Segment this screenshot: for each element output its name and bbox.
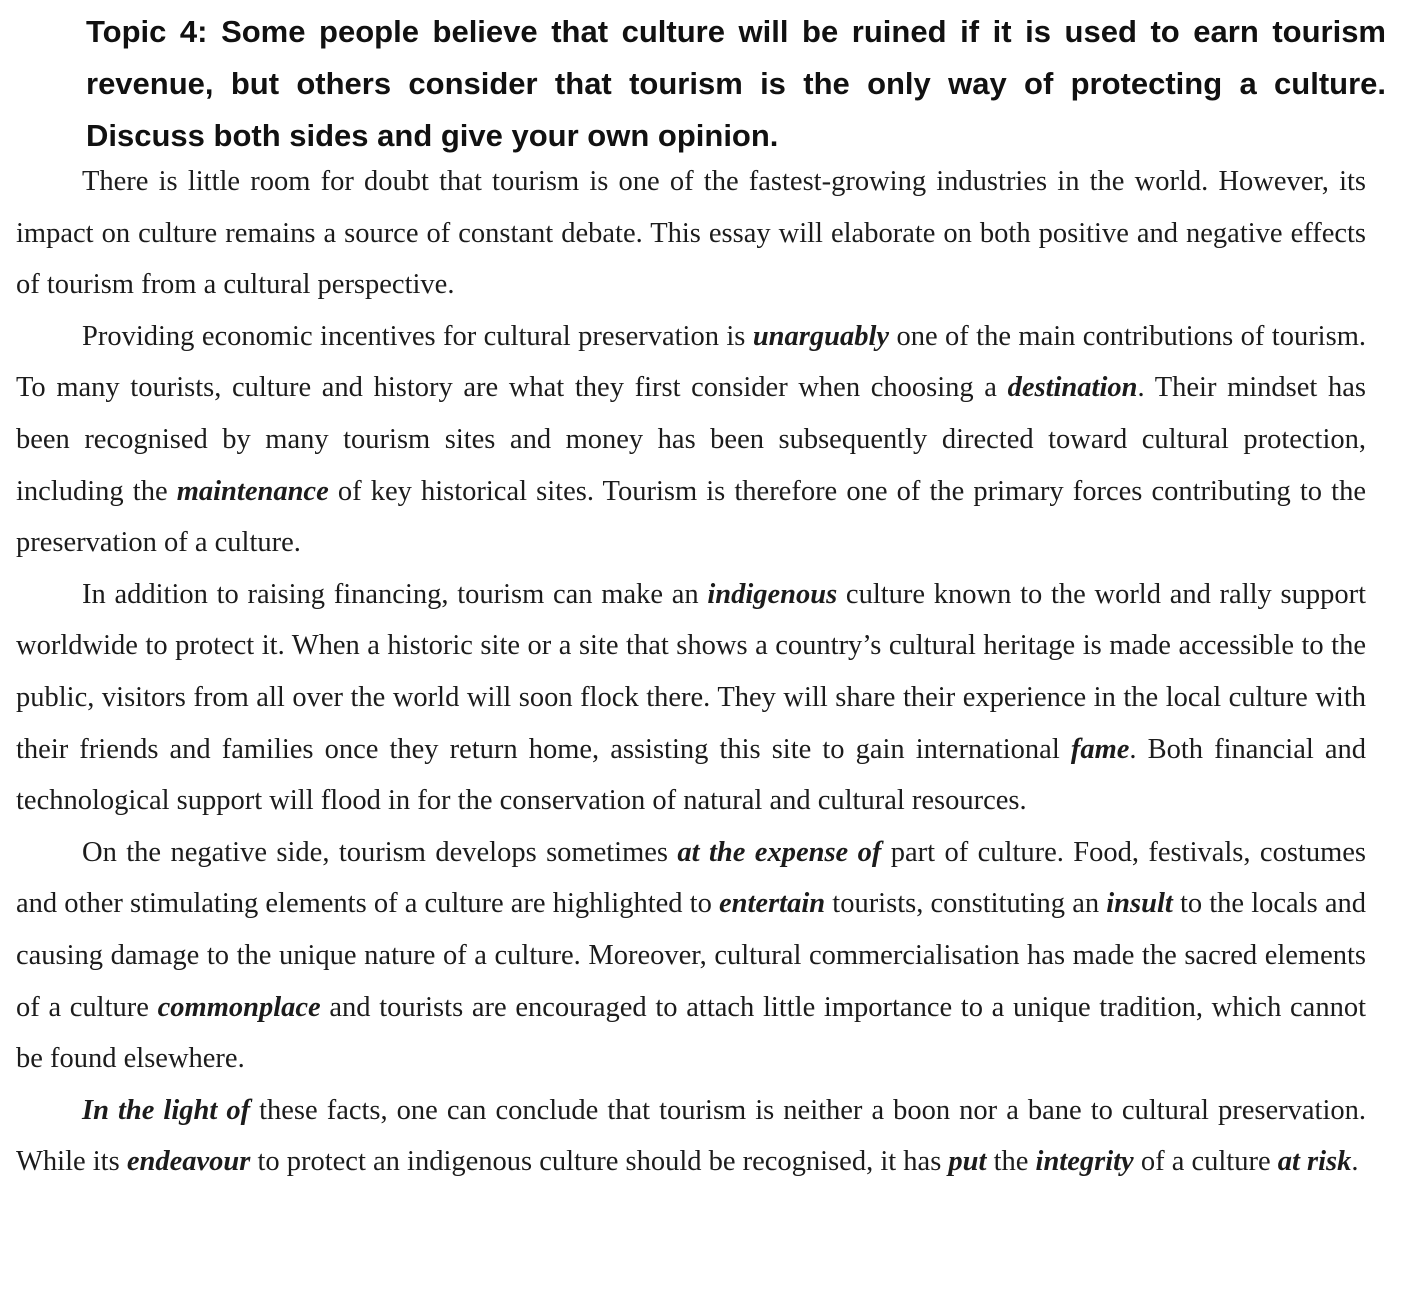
essay-paragraph-1 (16, 156, 1366, 311)
paragraph-text: the (986, 1146, 1036, 1178)
highlighted-keyword: entertain (719, 888, 826, 920)
essay-body (16, 156, 1366, 1188)
paragraph-text: . Their mindset has been recognised by many tourism sites and money has been subsequently directed toward cultural protection, including the (16, 372, 1366, 507)
highlighted-keyword: indigenous (707, 578, 838, 610)
highlighted-keyword: insult (1106, 888, 1173, 920)
highlighted-keyword: destination (1007, 372, 1138, 404)
paragraph-text: of a culture (1133, 1146, 1278, 1178)
paragraph-text: to protect an indigenous culture should be recognised, it has (250, 1146, 949, 1178)
paragraph-text: of key historical sites. Tourism is therefore one of the primary forces contributing to the preservation of a culture. (16, 475, 1366, 559)
paragraph-text: In addition to raising financing, tourism can make an (82, 578, 708, 610)
paragraph-text: part of culture. Food, festivals, costumes and other stimulating elements of a culture are highlighted to (16, 836, 1366, 920)
paragraph-text: to the locals and causing damage to the unique nature of a culture. Moreover, cultural commercialisation has made the sacred elements of a culture (16, 888, 1366, 1023)
highlighted-keyword: In the light of (82, 1094, 251, 1126)
essay-topic: Topic 4: Some people believe that culture will be ruined if it is used to earn tourism revenue, but others consider that tourism is the only way of protecting a culture. Discuss both sides and give your own opinion. (86, 14, 1386, 153)
highlighted-keyword: fame (1070, 733, 1130, 765)
highlighted-keyword: endeavour (126, 1146, 251, 1178)
essay-paragraph-2 (16, 311, 1366, 569)
highlighted-keyword: at risk (1277, 1146, 1352, 1178)
essay-paragraph-3 (16, 569, 1366, 827)
paragraph-text: . (1351, 1146, 1359, 1178)
paragraph-text: and tourists are encouraged to attach little importance to a unique tradition, which cannot be found elsewhere. (16, 991, 1366, 1075)
highlighted-keyword: put (948, 1146, 987, 1178)
paragraph-text: culture known to the world and rally support worldwide to protect it. When a historic site or a site that shows a country’s cultural heritage is made accessible to the public, visitors from all over the world will soon flock there. They will share their experience in the local culture with their friends and families once they return home, assisting this site to gain international (16, 578, 1367, 765)
highlighted-keyword: at the expense of (677, 836, 882, 868)
highlighted-keyword: integrity (1035, 1146, 1134, 1178)
highlighted-keyword: unarguably (752, 320, 890, 352)
paragraph-text: On the negative side, tourism develops sometimes (82, 836, 678, 868)
highlighted-keyword: maintenance (176, 475, 329, 507)
paragraph-text: one of the main contributions of tourism. To many tourists, culture and history are what they first consider when choosing a (16, 320, 1366, 404)
highlighted-keyword: commonplace (157, 991, 321, 1023)
paragraph-text: There is little room for doubt that tourism is one of the fastest-growing industries in the world. However, its impact on culture remains a source of constant debate. This essay will elaborate on both positive and negative effects of tourism from a cultural perspective. (16, 166, 1366, 301)
paragraph-text: . Both financial and technological support will flood in for the conservation of natural and cultural resources. (16, 733, 1366, 817)
paragraph-text: these facts, one can conclude that tourism is neither a boon nor a bane to cultural preservation. While its (16, 1094, 1366, 1178)
paragraph-text: tourists, constituting an (825, 888, 1107, 920)
essay-paragraph-4 (16, 827, 1366, 1085)
paragraph-text: Providing economic incentives for cultural preservation is (82, 320, 753, 352)
essay-paragraph-5 (16, 1085, 1366, 1188)
